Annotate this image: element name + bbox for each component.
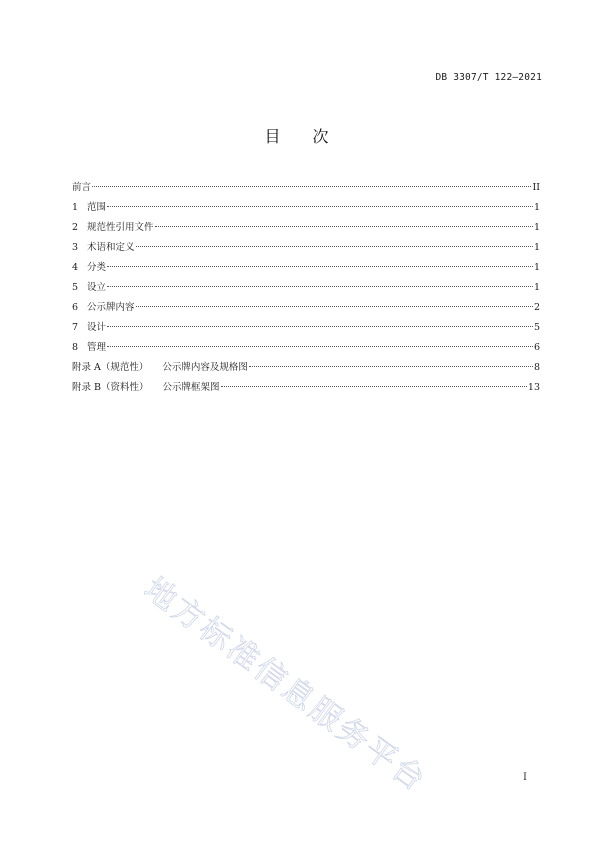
toc-entry-page: 1	[533, 242, 540, 253]
toc-entry-label: 设计	[87, 322, 107, 333]
toc-entry-label: 设立	[87, 282, 107, 293]
toc-entry-label: 规范性引用文件	[87, 222, 154, 233]
toc-entry-annex-a[interactable]	[72, 358, 540, 378]
toc-entry-number: 2	[72, 222, 79, 233]
toc-entry-number: 6	[72, 302, 79, 313]
toc-annex-designation: 附录 B（资料性）	[72, 382, 149, 393]
toc-entry-number: 7	[72, 322, 79, 333]
document-code: DB 3307/T 122—2021	[435, 72, 542, 83]
footer-page-number: I	[523, 772, 527, 783]
toc-entry-label: 公示牌框架图	[162, 382, 220, 393]
toc-entry-normative-references[interactable]	[72, 218, 540, 238]
toc-entry-page: 1	[533, 202, 540, 213]
toc-entry-design[interactable]	[72, 318, 540, 338]
toc-entry-number: 1	[72, 202, 79, 213]
toc-entry-page: 2	[533, 302, 540, 313]
toc-entry-page: 1	[533, 222, 540, 233]
toc-entry-number: 3	[72, 242, 79, 253]
toc-entry-number: 4	[72, 262, 79, 273]
toc-entry-management[interactable]	[72, 338, 540, 358]
toc-leader-dots	[107, 266, 533, 267]
toc-entry-foreword[interactable]	[72, 178, 540, 198]
toc-leader-dots	[155, 226, 533, 227]
toc-entry-label: 前言	[72, 182, 92, 193]
page-title-char-2: 次	[312, 127, 331, 146]
toc-entry-page: 5	[533, 322, 540, 333]
toc-entry-annex-b[interactable]	[72, 378, 540, 398]
toc-entry-label: 管理	[87, 342, 107, 353]
toc-leader-dots	[107, 346, 533, 347]
toc-entry-number: 8	[72, 342, 79, 353]
watermark-text: 地方标准信息服务平台	[137, 570, 434, 800]
toc-entry-scope[interactable]	[72, 198, 540, 218]
toc-entry-page: 13	[527, 382, 540, 393]
toc-leader-dots	[92, 186, 531, 187]
toc-leader-dots	[221, 386, 527, 387]
table-of-contents	[72, 178, 540, 398]
toc-entry-sign-content[interactable]	[72, 298, 540, 318]
toc-entry-label: 范围	[87, 202, 107, 213]
page-title	[0, 124, 595, 147]
toc-leader-dots	[249, 366, 533, 367]
toc-entry-establishment[interactable]	[72, 278, 540, 298]
toc-entry-label: 术语和定义	[87, 242, 135, 253]
toc-leader-dots	[107, 286, 533, 287]
toc-entry-page: 1	[533, 262, 540, 273]
toc-leader-dots	[136, 246, 533, 247]
toc-entry-classification[interactable]	[72, 258, 540, 278]
toc-leader-dots	[107, 206, 533, 207]
toc-entry-label: 公示牌内容及规格图	[162, 362, 248, 373]
toc-annex-designation: 附录 A（规范性）	[72, 362, 149, 373]
toc-entry-label: 公示牌内容	[87, 302, 135, 313]
toc-leader-dots	[107, 326, 533, 327]
toc-entry-page: 1	[533, 282, 540, 293]
toc-entry-terms-definitions[interactable]	[72, 238, 540, 258]
page-title-char-1: 目	[264, 127, 283, 146]
toc-entry-page: 6	[533, 342, 540, 353]
toc-entry-page: 8	[533, 362, 540, 373]
toc-entry-label: 分类	[87, 262, 107, 273]
toc-entry-number: 5	[72, 282, 79, 293]
toc-leader-dots	[136, 306, 533, 307]
toc-entry-page: II	[532, 182, 540, 193]
